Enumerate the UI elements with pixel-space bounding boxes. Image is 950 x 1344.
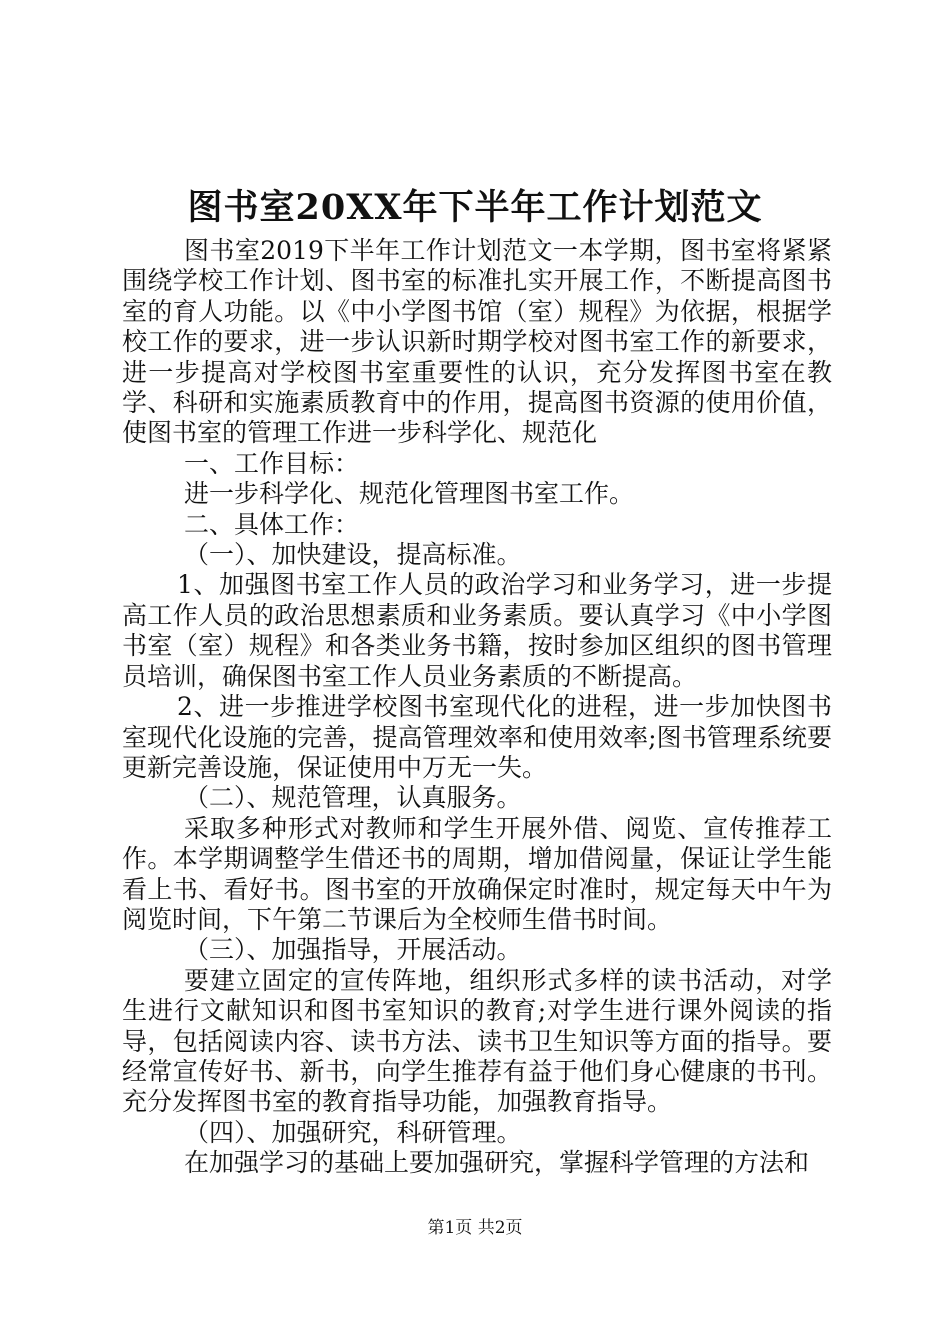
subheading-1: （一）、加快建设，提高标准。 (184, 540, 522, 570)
page-footer: 第1页 共2页 (427, 1218, 523, 1238)
paragraph-research: 在加强学习的基础上要加强研究，掌握科学管理的方法和 (184, 1148, 810, 1178)
heading-work-goal: 一、工作目标： (184, 448, 360, 478)
paragraph-item-2: 2、进一步推进学校图书室现代化的进程，进一步加快图书室现代化设施的完善，提高管理效率和使用效率;图书管理系统要更新完善设施，保证使用中万无一失。 (122, 692, 832, 782)
document-title: 图书室20XX年下半年工作计划范文 (187, 187, 763, 228)
paragraph-intro: 图书室2019下半年工作计划范文一本学期，图书室将紧紧围绕学校工作计划、图书室的标准扎实开展工作，不断提高图书室的育人功能。以《中小学图书馆（室）规程》为依据，根据学校工作的要求，进一步认识新时期学校对图书室工作的新要求，进一步提高对学校图书室重要性的认识，充分发挥图书室在教学、科研和实施素质教育中的作用，提高图书资源的使用价值，使图书室的管理工作进一步科学化、规范化 (122, 236, 832, 448)
paragraph-activities: 要建立固定的宣传阵地，组织形式多样的读书活动，对学生进行文献知识和图书室知识的教育;对学生进行课外阅读的指导，包括阅读内容、读书方法、读书卫生知识等方面的指导。要经常宣传好书、新书，向学生推荐有益于他们身心健康的书刊。充分发挥图书室的教育指导功能，加强教育指导。 (122, 965, 832, 1117)
paragraph-item-1: 1、加强图书室工作人员的政治学习和业务学习，进一步提高工作人员的政治思想素质和业务素质。要认真学习《中小学图书室（室）规程》和各类业务书籍，按时参加区组织的图书管理员培训，确保图书室工作人员业务素质的不断提高。 (122, 570, 832, 691)
paragraph-goal: 进一步科学化、规范化管理图书室工作。 (184, 479, 635, 509)
document-body (122, 236, 832, 1179)
subheading-4: （四）、加强研究，科研管理。 (184, 1117, 522, 1147)
heading-specific-work: 二、具体工作： (184, 509, 360, 539)
paragraph-service: 采取多种形式对教师和学生开展外借、阅览、宣传推荐工作。本学期调整学生借还书的周期，增加借阅量，保证让学生能看上书、看好书。图书室的开放确保定时准时，规定每天中午为阅览时间，下午第二节课后为全校师生借书时间。 (122, 813, 832, 934)
subheading-2: （二）、规范管理，认真服务。 (184, 783, 522, 813)
subheading-3: （三）、加强指导，开展活动。 (184, 935, 522, 965)
